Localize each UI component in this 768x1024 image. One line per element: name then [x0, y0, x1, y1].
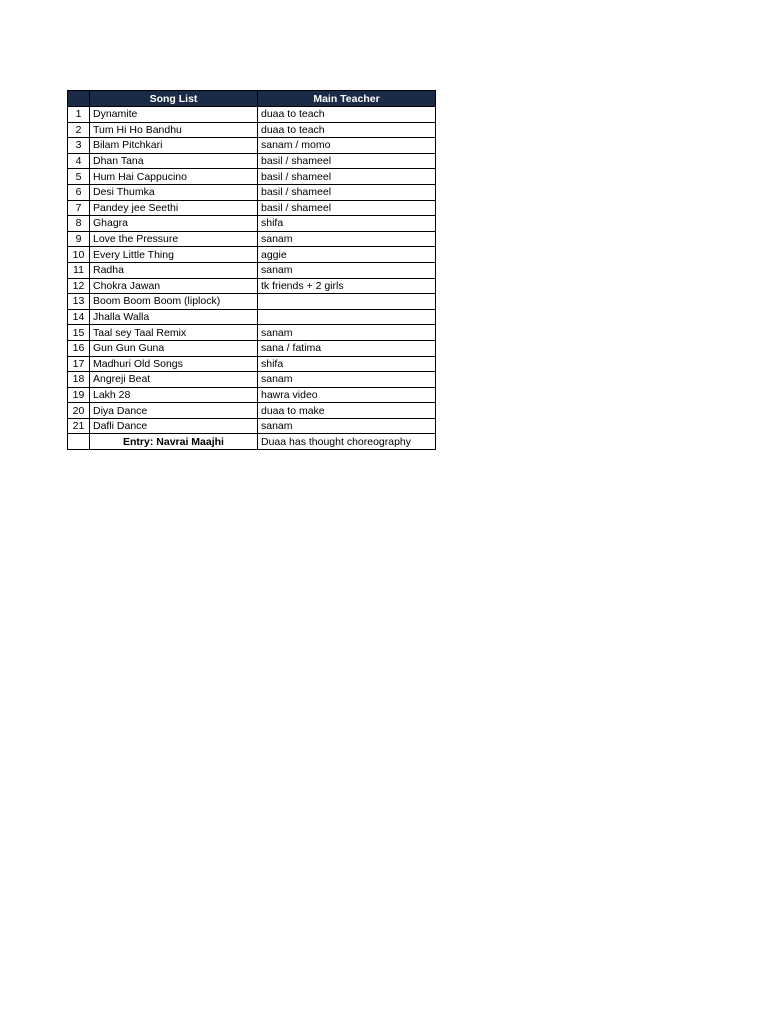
- entry-song-cell[interactable]: Entry: Navrai Maajhi: [90, 434, 258, 450]
- teacher-cell[interactable]: sanam: [258, 325, 436, 341]
- header-row: [68, 91, 436, 107]
- teacher-cell[interactable]: sanam: [258, 262, 436, 278]
- table-row: [68, 247, 436, 263]
- table-row: [68, 372, 436, 388]
- entry-teacher-cell[interactable]: Duaa has thought choreography: [258, 434, 436, 450]
- song-cell[interactable]: Every Little Thing: [90, 247, 258, 263]
- teacher-cell[interactable]: basil / shameel: [258, 169, 436, 185]
- row-number-cell[interactable]: 17: [68, 356, 90, 372]
- table-row: [68, 387, 436, 403]
- table-body: [68, 107, 436, 450]
- row-number-cell[interactable]: 12: [68, 278, 90, 294]
- table-row: [68, 231, 436, 247]
- table-row: [68, 309, 436, 325]
- row-number-cell[interactable]: 11: [68, 262, 90, 278]
- teacher-cell[interactable]: sanam: [258, 418, 436, 434]
- song-cell[interactable]: Diya Dance: [90, 403, 258, 419]
- song-cell[interactable]: Angreji Beat: [90, 372, 258, 388]
- entry-number-cell[interactable]: [68, 434, 90, 450]
- row-number-cell[interactable]: 18: [68, 372, 90, 388]
- teacher-cell[interactable]: basil / shameel: [258, 200, 436, 216]
- song-cell[interactable]: Radha: [90, 262, 258, 278]
- table-row: [68, 200, 436, 216]
- row-number-cell[interactable]: 10: [68, 247, 90, 263]
- teacher-cell[interactable]: tk friends + 2 girls: [258, 278, 436, 294]
- song-cell[interactable]: Love the Pressure: [90, 231, 258, 247]
- row-number-cell[interactable]: 6: [68, 184, 90, 200]
- table-row: [68, 418, 436, 434]
- song-cell[interactable]: Jhalla Walla: [90, 309, 258, 325]
- header-song-list[interactable]: Song List: [90, 91, 258, 107]
- song-cell[interactable]: Dhan Tana: [90, 153, 258, 169]
- song-cell[interactable]: Chokra Jawan: [90, 278, 258, 294]
- row-number-cell[interactable]: 7: [68, 200, 90, 216]
- header-main-teacher[interactable]: Main Teacher: [258, 91, 436, 107]
- row-number-cell[interactable]: 5: [68, 169, 90, 185]
- song-cell[interactable]: Desi Thumka: [90, 184, 258, 200]
- song-cell[interactable]: Pandey jee Seethi: [90, 200, 258, 216]
- row-number-cell[interactable]: 14: [68, 309, 90, 325]
- song-cell[interactable]: Gun Gun Guna: [90, 340, 258, 356]
- teacher-cell[interactable]: sanam: [258, 231, 436, 247]
- song-cell[interactable]: Tum Hi Ho Bandhu: [90, 122, 258, 138]
- row-number-cell[interactable]: 16: [68, 340, 90, 356]
- row-number-cell[interactable]: 21: [68, 418, 90, 434]
- row-number-cell[interactable]: 3: [68, 138, 90, 154]
- table-row: [68, 262, 436, 278]
- table-row: [68, 169, 436, 185]
- table-row: [68, 184, 436, 200]
- row-number-cell[interactable]: 8: [68, 216, 90, 232]
- table-row: [68, 403, 436, 419]
- row-number-cell[interactable]: 15: [68, 325, 90, 341]
- song-cell[interactable]: Dynamite: [90, 107, 258, 123]
- entry-row: [68, 434, 436, 450]
- row-number-cell[interactable]: 20: [68, 403, 90, 419]
- song-cell[interactable]: Dafli Dance: [90, 418, 258, 434]
- table-row: [68, 107, 436, 123]
- teacher-cell[interactable]: sanam / momo: [258, 138, 436, 154]
- teacher-cell[interactable]: basil / shameel: [258, 153, 436, 169]
- table-row: [68, 138, 436, 154]
- row-number-cell[interactable]: 2: [68, 122, 90, 138]
- table-row: [68, 294, 436, 310]
- teacher-cell[interactable]: shifa: [258, 356, 436, 372]
- song-cell[interactable]: Boom Boom Boom (liplock): [90, 294, 258, 310]
- song-cell[interactable]: Hum Hai Cappucino: [90, 169, 258, 185]
- song-cell[interactable]: Lakh 28: [90, 387, 258, 403]
- song-list-table: [67, 90, 436, 450]
- table-row: [68, 122, 436, 138]
- song-cell[interactable]: Bilam Pitchkari: [90, 138, 258, 154]
- teacher-cell[interactable]: sanam: [258, 372, 436, 388]
- teacher-cell[interactable]: aggie: [258, 247, 436, 263]
- row-number-cell[interactable]: 4: [68, 153, 90, 169]
- teacher-cell[interactable]: duaa to make: [258, 403, 436, 419]
- row-number-cell[interactable]: 13: [68, 294, 90, 310]
- teacher-cell[interactable]: basil / shameel: [258, 184, 436, 200]
- row-number-cell[interactable]: 1: [68, 107, 90, 123]
- teacher-cell[interactable]: sana / fatima: [258, 340, 436, 356]
- header-number[interactable]: [68, 91, 90, 107]
- table-row: [68, 278, 436, 294]
- teacher-cell[interactable]: [258, 294, 436, 310]
- table-row: [68, 153, 436, 169]
- teacher-cell[interactable]: hawra video: [258, 387, 436, 403]
- song-cell[interactable]: Taal sey Taal Remix: [90, 325, 258, 341]
- teacher-cell[interactable]: duaa to teach: [258, 122, 436, 138]
- song-cell[interactable]: Ghagra: [90, 216, 258, 232]
- song-cell[interactable]: Madhuri Old Songs: [90, 356, 258, 372]
- table-row: [68, 216, 436, 232]
- teacher-cell[interactable]: [258, 309, 436, 325]
- teacher-cell[interactable]: duaa to teach: [258, 107, 436, 123]
- row-number-cell[interactable]: 9: [68, 231, 90, 247]
- table-row: [68, 325, 436, 341]
- table-row: [68, 340, 436, 356]
- teacher-cell[interactable]: shifa: [258, 216, 436, 232]
- row-number-cell[interactable]: 19: [68, 387, 90, 403]
- table-row: [68, 356, 436, 372]
